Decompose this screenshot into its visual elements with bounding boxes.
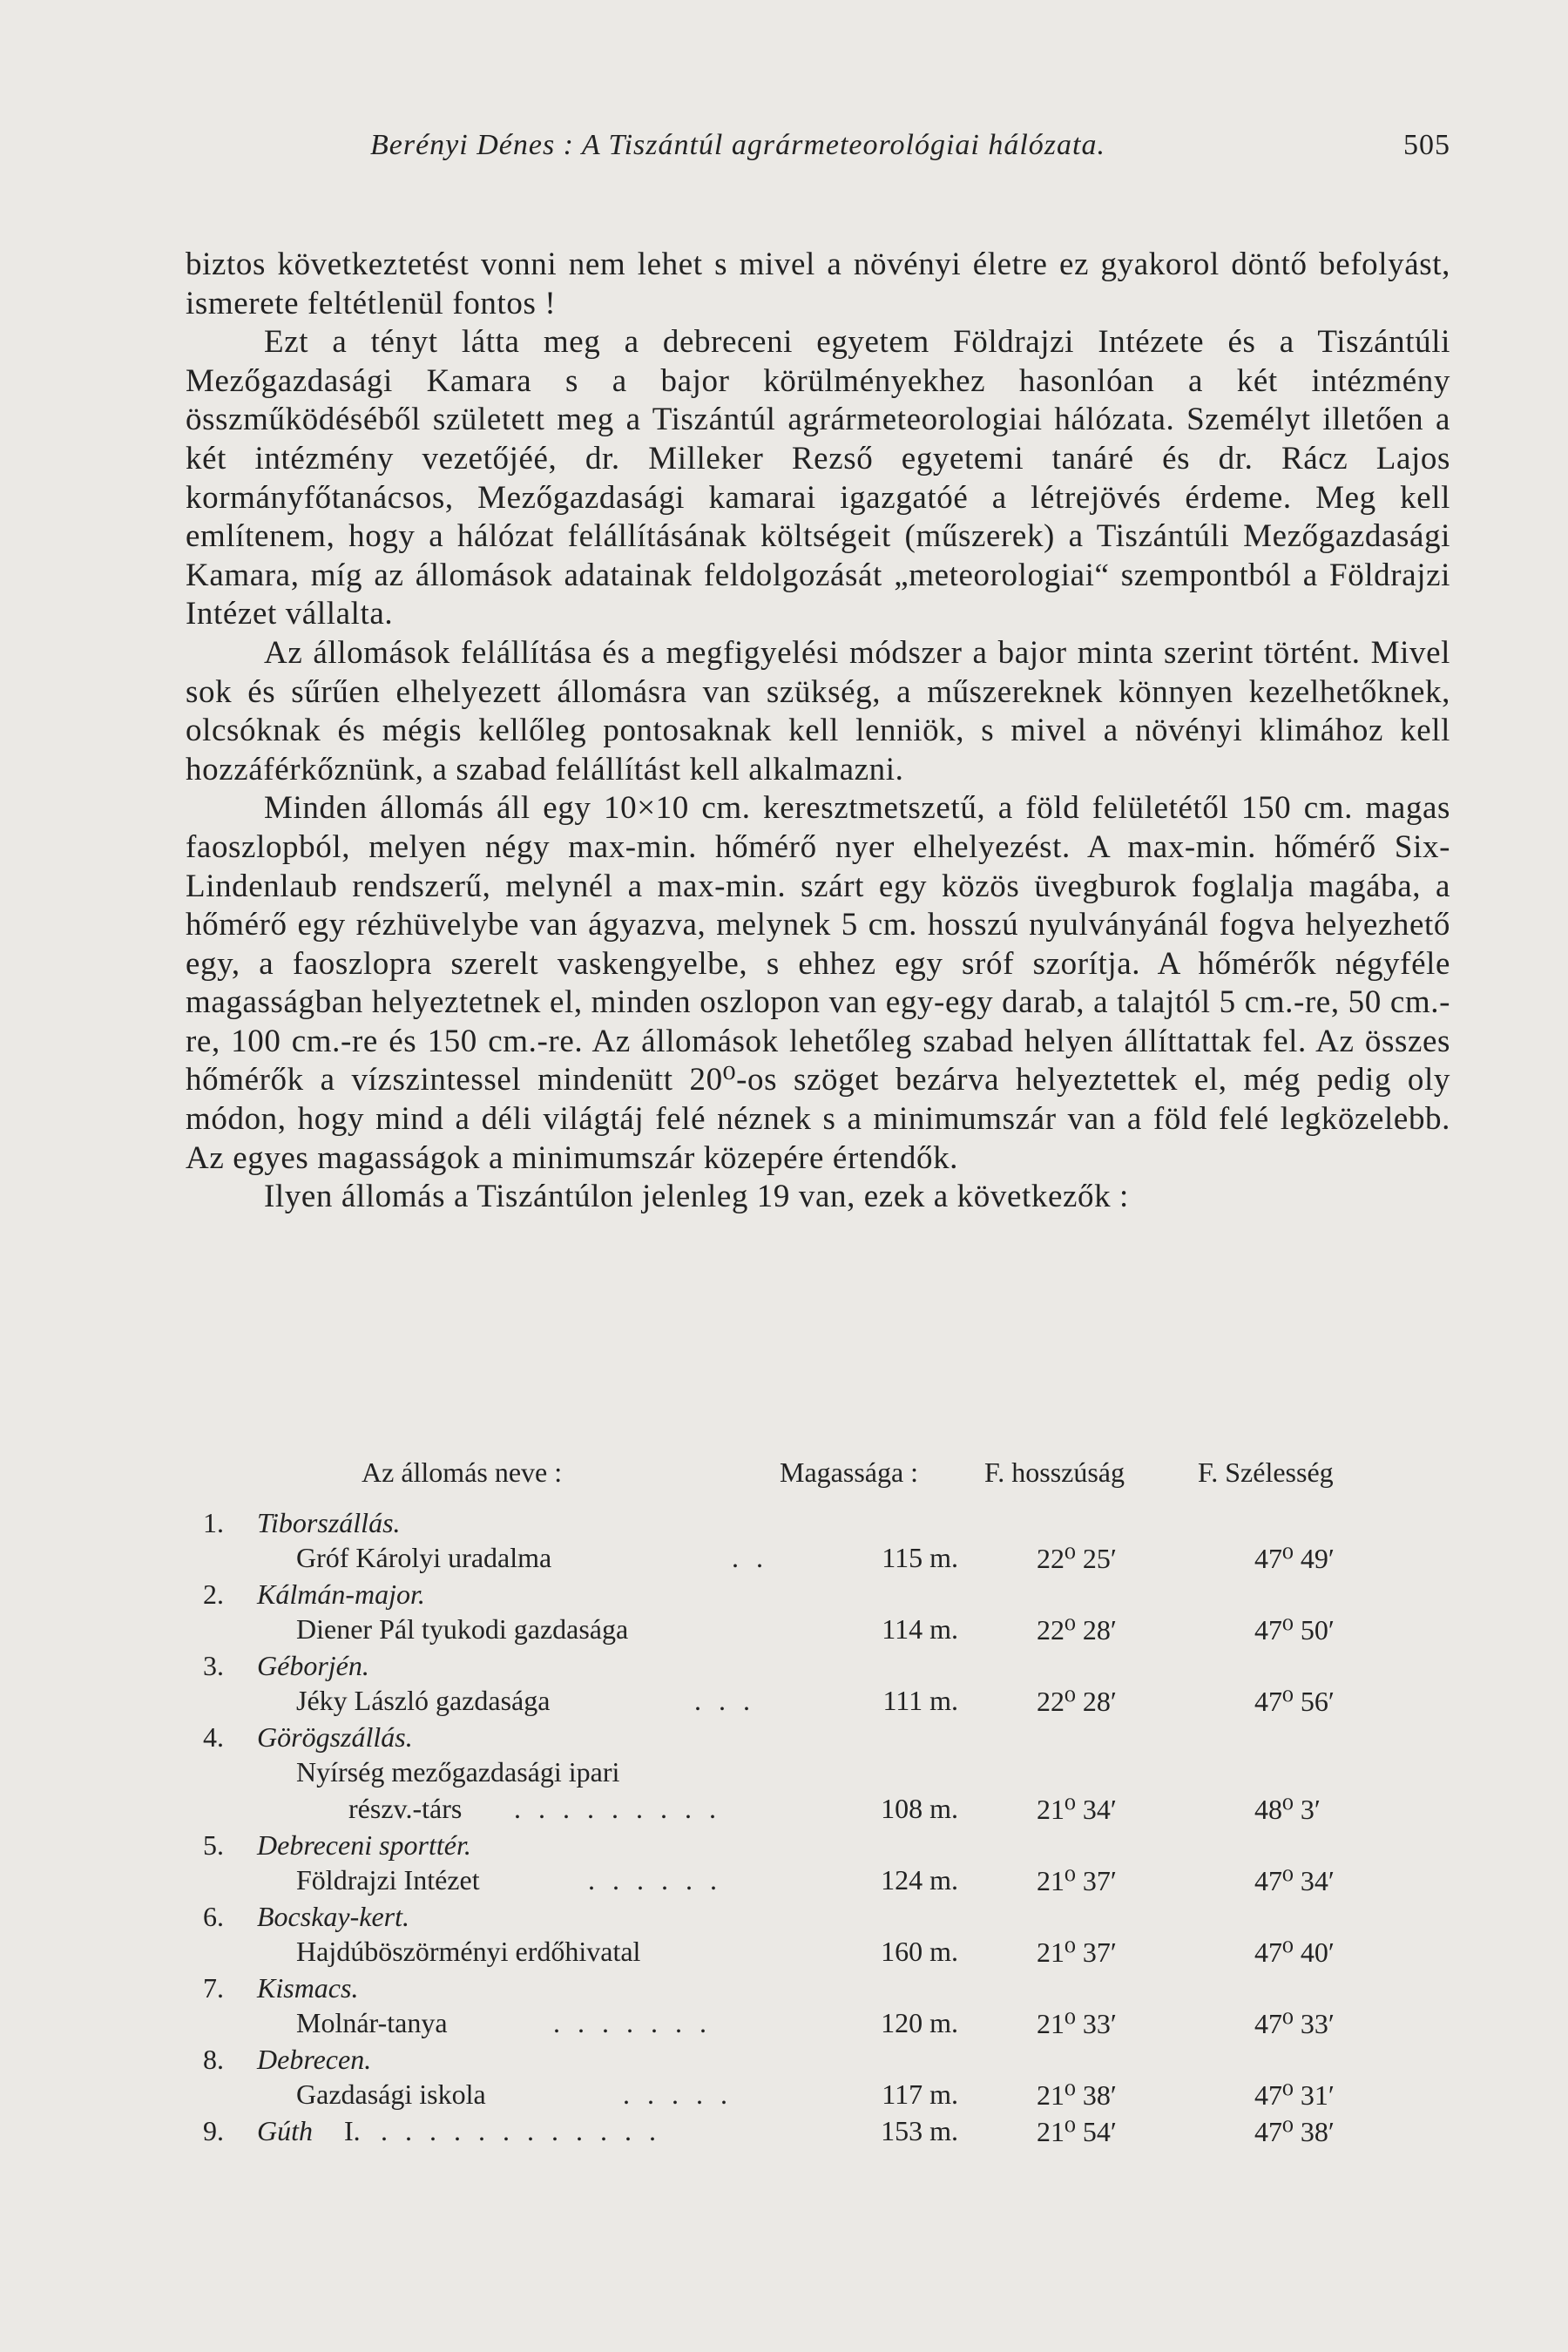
dot-leader: . . . . . [623,2078,733,2110]
station-lat: 47⁰ 56′ [1254,1686,1335,1717]
row-number: 8. [203,2044,224,2075]
station-owner: Gróf Károlyi uradalma [296,1542,552,1573]
table-header [187,1456,1450,1497]
table-row [187,1901,1450,1972]
table-row [187,1721,1450,1829]
station-lon: 21⁰ 37′ [1037,1936,1117,1968]
station-place: Tiborszállás. [257,1507,401,1538]
row-number: 1. [203,1507,224,1538]
paragraph: Minden állomás áll egy 10×10 cm. keresztmetszetű, a föld felületétől 150 cm. magas faoszlopból, melyen négy max-min. hőmérő nyer elhelyezést. A max-min. hőmérő Six-Lindenlaub rendszerű, melynél a max-min. szárt egy közös üvegburok foglalja magába, a hőmérő egy rézhüvelybe van ágyazva, melynek 5 cm. hosszú nyulványánál fogva helyezhető egy, a faoszlopra szerelt vaskengyelbe, s ehhez egy sróf szorítja. A hőmérők négyféle magasságban helyeztetnek el, minden oszlopon van egy-egy darab, a talajtól 5 cm.-re, 50 cm.-re, 100 cm.-re és 150 cm.-re. Az állomások lehetőleg szabad helyen állíttattak fel. Az összes hőmérők a vízszintessel mindenütt 20⁰-os szöget bezárva helyeztettek el, még pedig oly módon, hogy mind a déli világtáj felé néznek s a minimumszár van a föld felé legközelebb. Az egyes magasságok a minimumszár közepére értendők. [186,790,1450,1176]
header-name: Az állomás neve : [362,1456,563,1488]
station-height: 160 m. [881,1936,958,1967]
station-place: Debrecen. [257,2044,372,2075]
station-lon: 21⁰ 38′ [1037,2079,1117,2111]
row-number: 9. [203,2115,224,2146]
station-height: 114 m. [882,1613,958,1645]
station-place: Kálmán-major. [257,1578,425,1610]
station-owner: Gazdasági iskola [296,2078,486,2110]
station-place: Kismacs. [257,1972,359,2004]
station-table [187,1456,1450,2186]
row-number: 2. [203,1578,224,1610]
table-row [187,1507,1450,1578]
dot-leader: . . . . . . . [553,2007,712,2038]
row-number: 7. [203,1972,224,2004]
station-lat: 47⁰ 34′ [1254,1865,1335,1896]
table-row [187,1578,1450,1650]
dot-leader: . . . . . . . . . . . . [381,2115,661,2146]
station-lon: 22⁰ 28′ [1037,1686,1117,1717]
station-place: Görögszállás. [257,1721,413,1753]
station-lon: 21⁰ 34′ [1037,1794,1117,1825]
body-text [186,246,1450,1217]
station-height: 153 m. [881,2115,958,2146]
station-owner: Diener Pál tyukodi gazdasága [296,1613,629,1645]
table-row [187,2115,1450,2186]
header-height: Magassága : [780,1456,919,1488]
paragraph: Az állomások felállítása és a megfigyelési módszer a bajor minta szerint történt. Mivel sok és sűrűen elhelyezett állomásra van szükség, a műszereknek könnyen kezelhetőknek, olcsóknak és mégis kellőleg pontosaknak kell lenniök, s mivel a növényi klimához kell hozzáférkőznünk, a szabad felállítást kell alkalmazni. [186,634,1450,787]
station-place-suffix: I. [344,2115,361,2146]
row-number: 4. [203,1721,224,1753]
station-owner: Nyírség mezőgazdasági ipari [296,1756,620,1788]
station-owner-continued: részv.-társ [348,1793,463,1824]
row-number: 3. [203,1650,224,1681]
station-place: Géborjén. [257,1650,369,1681]
station-height: 115 m. [882,1542,958,1573]
table-row [187,1972,1450,2044]
station-height: 108 m. [881,1793,958,1824]
station-lon: 21⁰ 54′ [1037,2116,1117,2147]
station-height: 111 m. [882,1685,958,1716]
paragraph: biztos következtetést vonni nem lehet s mivel a növényi életre ez gyakorol döntő befolyást, ismerete feltétlenül fontos ! [186,247,1450,321]
station-owner: Hajdúböszörményi erdőhivatal [296,1936,641,1967]
station-height: 124 m. [881,1864,958,1896]
station-place: Gúth [257,2115,313,2146]
paragraph: Ezt a tényt látta meg a debreceni egyetem Földrajzi Intézete és a Tiszántúli Mezőgazdasági Kamara s a bajor körülményekhez hasonlóan a két intézmény összműködéséből született meg a Tiszántúl agrármeteorologiai hálózata. Személyt illetően a két intézmény vezetőjéé, dr. Milleker Rezső egyetemi tanáré és dr. Rácz Lajos kormányfőtanácsos, Mezőgazdasági kamarai igazgatóé a létrejövés érdeme. Meg kell említenem, hogy a hálózat felállításának költségeit (műszerek) a Tiszántúli Mezőgazdasági Kamara, míg az állomások adatainak feldolgozását „meteorologiai“ szempontból a Földrajzi Intézet vállalta. [186,324,1450,632]
paragraph: Ilyen állomás a Tiszántúlon jelenleg 19 van, ezek a következők : [264,1179,1129,1215]
dot-leader: . . . . . . . . . [514,1793,721,1824]
station-owner: Jéky László gazdasága [296,1685,551,1716]
running-title: Berényi Dénes : A Tiszántúl agrármeteorológiai hálózata. [370,129,1105,161]
station-lat: 47⁰ 31′ [1254,2079,1335,2111]
station-lat: 47⁰ 50′ [1254,1614,1335,1646]
station-owner: Földrajzi Intézet [296,1864,480,1896]
station-place: Bocskay-kert. [257,1901,410,1932]
running-header [187,129,1450,172]
row-number: 6. [203,1901,224,1932]
station-place: Debreceni sporttér. [257,1829,471,1861]
station-height: 120 m. [881,2007,958,2038]
table-row [187,2044,1450,2115]
station-lon: 21⁰ 37′ [1037,1865,1117,1896]
station-lat: 47⁰ 33′ [1254,2008,1335,2039]
page-number: 505 [1403,129,1450,161]
station-owner: Molnár-tanya [296,2007,448,2038]
table-row [187,1650,1450,1721]
header-lon: F. hosszúság [984,1456,1125,1488]
station-lat: 48⁰ 3′ [1254,1794,1321,1825]
table-row [187,1829,1450,1901]
station-lon: 22⁰ 25′ [1037,1543,1117,1574]
dot-leader: . . . . . . [588,1864,722,1896]
station-lat: 47⁰ 49′ [1254,1543,1335,1574]
dot-leader: . . . [694,1685,755,1716]
dot-leader: . . [732,1542,768,1573]
station-height: 117 m. [882,2078,958,2110]
station-lon: 22⁰ 28′ [1037,1614,1117,1646]
station-lon: 21⁰ 33′ [1037,2008,1117,2039]
station-lat: 47⁰ 38′ [1254,2116,1335,2147]
row-number: 5. [203,1829,224,1861]
header-lat: F. Szélesség [1198,1456,1334,1488]
station-lat: 47⁰ 40′ [1254,1936,1335,1968]
